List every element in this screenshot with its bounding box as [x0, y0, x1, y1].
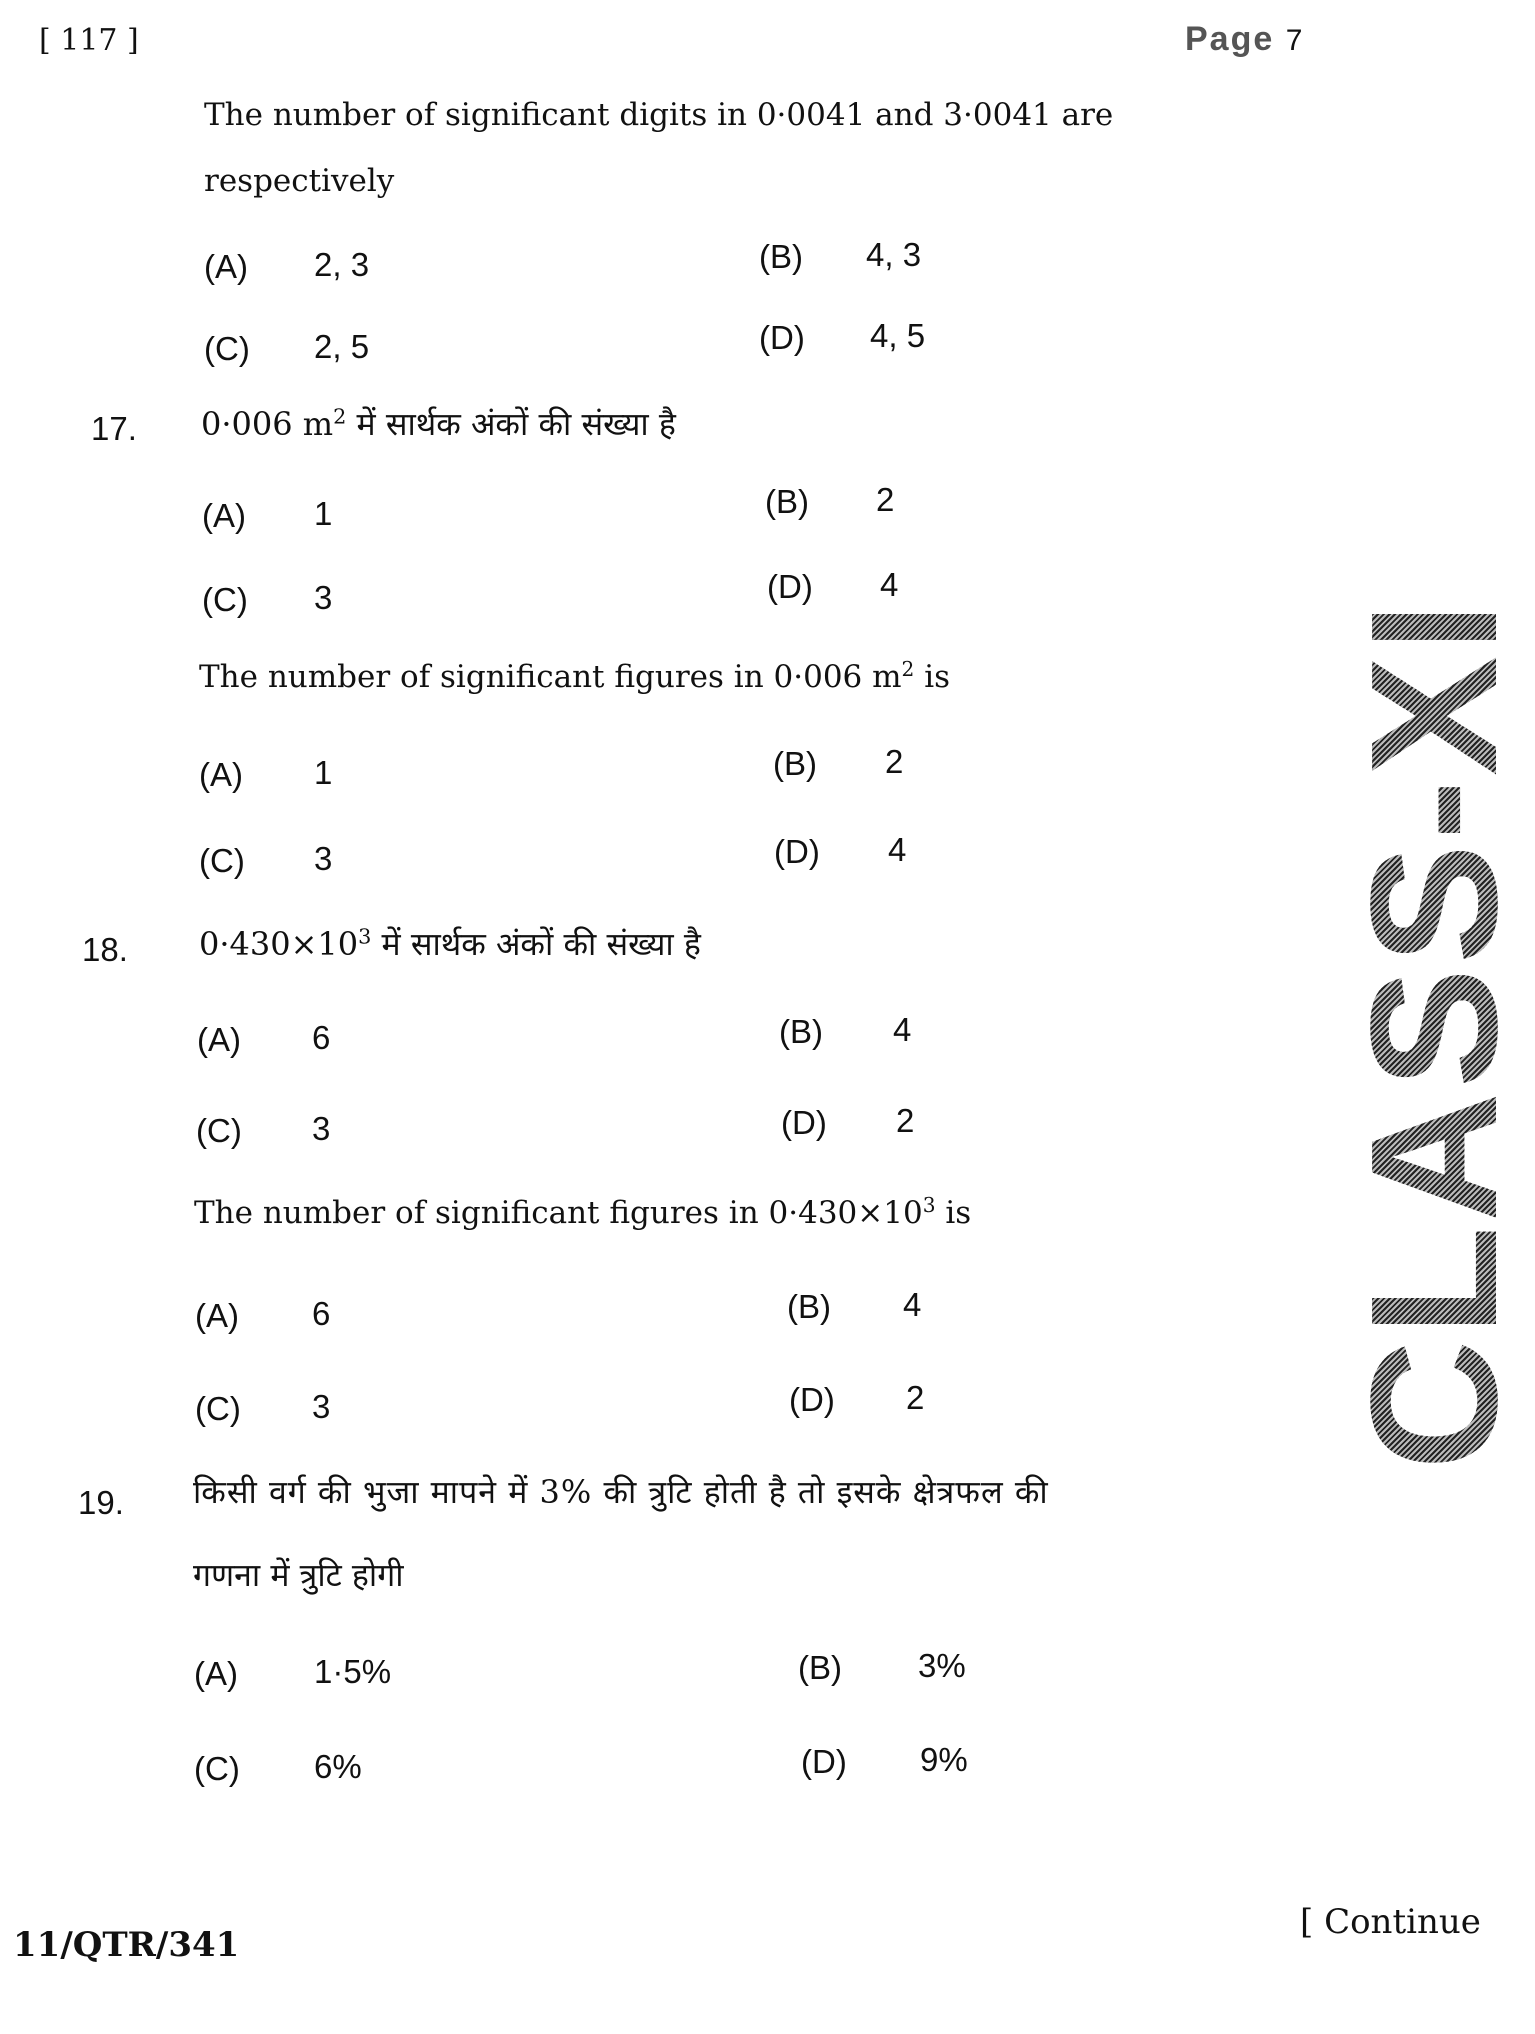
q16-option-a: 2, 3 [314, 246, 370, 283]
q18-hi-option-c-label: (C) [196, 1112, 242, 1149]
q17-hi-option-b: 2 [876, 481, 895, 518]
q17-en-option-a-label: (A) [199, 756, 243, 793]
q18-hi-option-a: 6 [312, 1019, 331, 1056]
question-18-english [194, 1192, 972, 1231]
question-18-hindi [199, 924, 701, 963]
q18-hi-post: में सार्थक अंकों की संख्या है [371, 925, 701, 963]
q18-hi-pre: 0·430×10 [199, 925, 359, 963]
q17-hi-option-d-label: (D) [767, 568, 813, 605]
q16-option-c: 2, 5 [314, 328, 370, 365]
q17-en-option-d-label: (D) [774, 833, 820, 870]
q18-en-option-a-label: (A) [195, 1297, 239, 1334]
page-number: 7 [1285, 24, 1305, 57]
q16-option-c-label: (C) [204, 330, 250, 367]
question-16-text-line2: respectively [204, 163, 395, 199]
q17-hi-sup: 2 [333, 404, 347, 429]
q18-en-option-b: 4 [903, 1286, 922, 1323]
question-16-text: The number of significant digits in 0·0041 and 3·0041 are [204, 97, 1114, 133]
q18-hi-option-b: 4 [893, 1011, 912, 1048]
q17-en-post: is [914, 659, 951, 695]
q18-hi-option-b-label: (B) [779, 1013, 823, 1050]
q18-en-option-a: 6 [312, 1295, 331, 1332]
q19-option-d: 9% [920, 1741, 968, 1778]
q19-option-d-label: (D) [801, 1743, 847, 1780]
paper-code: 11/QTR/341 [13, 1925, 240, 1965]
q17-hi-post: में सार्थक अंकों की संख्या है [346, 405, 676, 443]
q19-option-a-label: (A) [194, 1655, 238, 1692]
q18-en-sup: 3 [922, 1192, 936, 1217]
question-17-number: 17. [91, 410, 137, 447]
q17-hi-pre: 0·006 m [201, 405, 334, 443]
q19-option-c-label: (C) [194, 1750, 240, 1787]
question-19-hindi-line2: गणना में त्रुटि होगी [193, 1556, 404, 1594]
q17-hi-option-c: 3 [314, 579, 333, 616]
q17-en-option-c-label: (C) [199, 842, 245, 879]
q16-option-d: 4, 5 [870, 317, 926, 354]
q19-option-c: 6% [314, 1748, 362, 1785]
q17-hi-option-a-label: (A) [202, 497, 246, 534]
watermark-class-xi: CLASS-XI [1334, 597, 1535, 1470]
q17-hi-option-d: 4 [880, 566, 899, 603]
q19-option-b-label: (B) [798, 1649, 842, 1686]
q17-en-option-a: 1 [314, 754, 333, 791]
q17-en-option-c: 3 [314, 840, 333, 877]
question-17-hindi [201, 404, 676, 443]
q17-en-option-b-label: (B) [773, 745, 817, 782]
q17-en-sup: 2 [901, 656, 915, 681]
q18-en-option-c-label: (C) [195, 1390, 241, 1427]
q18-en-option-d: 2 [906, 1379, 925, 1416]
q18-en-option-d-label: (D) [789, 1381, 835, 1418]
continue-label: [ Continue [1300, 1902, 1481, 1942]
page-label [1185, 22, 1304, 56]
question-19-number: 19. [78, 1484, 124, 1521]
q17-hi-option-c-label: (C) [202, 581, 248, 618]
q16-option-b: 4, 3 [866, 236, 922, 273]
q17-en-option-b: 2 [885, 743, 904, 780]
q17-en-pre: The number of significant figures in 0·006 m [199, 659, 902, 695]
question-17-english [199, 656, 951, 695]
question-18-number: 18. [82, 931, 128, 968]
q18-hi-option-a-label: (A) [197, 1021, 241, 1058]
q18-hi-sup: 3 [358, 924, 372, 949]
q17-hi-option-b-label: (B) [765, 483, 809, 520]
q18-en-post: is [935, 1195, 972, 1231]
q18-en-pre: The number of significant figures in 0·430×10 [194, 1195, 923, 1231]
q18-en-option-b-label: (B) [787, 1288, 831, 1325]
q16-option-b-label: (B) [759, 238, 803, 275]
q16-option-a-label: (A) [204, 248, 248, 285]
q17-hi-option-a: 1 [314, 495, 333, 532]
q16-option-d-label: (D) [759, 319, 805, 356]
q19-option-b: 3% [918, 1647, 966, 1684]
q18-hi-option-d-label: (D) [781, 1104, 827, 1141]
q18-en-option-c: 3 [312, 1388, 331, 1425]
q18-hi-option-d: 2 [896, 1102, 915, 1139]
question-19-hindi-line1: किसी वर्ग की भुजा मापने में 3% की त्रुटि होती है तो इसके क्षेत्रफल की [193, 1473, 1049, 1511]
q18-hi-option-c: 3 [312, 1110, 331, 1147]
page-reference: [ 117 ] [39, 23, 139, 58]
q19-option-a: 1·5% [314, 1653, 392, 1690]
page-label-text: Page [1185, 20, 1275, 58]
q17-en-option-d: 4 [888, 831, 907, 868]
